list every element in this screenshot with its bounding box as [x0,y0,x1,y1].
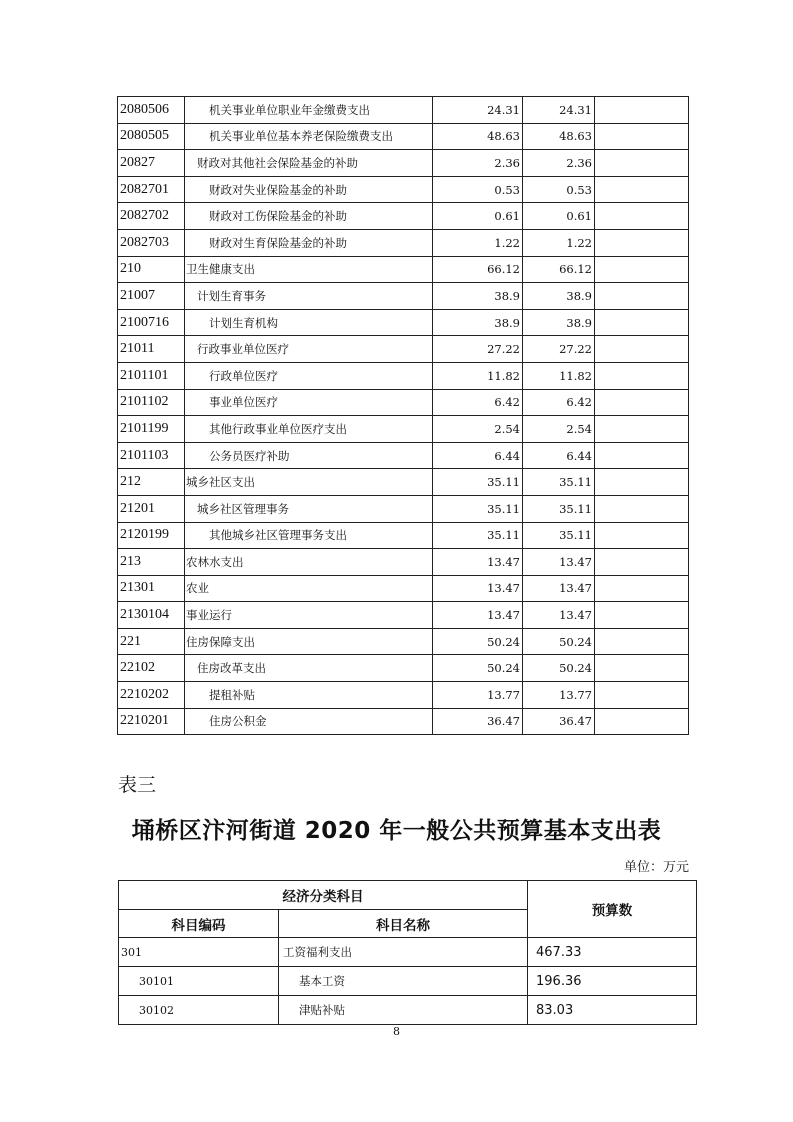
basic-amount-cell: 66.12 [523,256,595,283]
header-row-group [119,881,697,910]
amount-cell: 2.36 [433,150,523,177]
table-row [118,336,689,363]
page-title: 埇桥区汴河街道 2020 年一般公共预算基本支出表 [131,818,662,844]
project-amount-cell [595,229,689,256]
subject-name-cell: 工资福利支出 [279,938,528,967]
table-row [118,708,689,735]
project-amount-cell [595,416,689,443]
subject-name-cell: 财政对工伤保险基金的补助 [185,203,433,230]
project-amount-cell [595,442,689,469]
table-row [118,549,689,576]
subject-name-cell: 财政对生育保险基金的补助 [185,229,433,256]
project-amount-cell [595,362,689,389]
subject-code-cell: 2082702 [118,203,185,230]
subject-code-cell: 2080506 [118,97,185,124]
subject-name-cell: 住房改革支出 [185,655,433,682]
table-row [118,283,689,310]
subject-name-cell: 财政对失业保险基金的补助 [185,176,433,203]
subject-code-cell: 22102 [118,655,185,682]
table-row [118,123,689,150]
table-row [118,628,689,655]
table-row [118,362,689,389]
subject-code-cell: 2101101 [118,362,185,389]
basic-expenditure-table-body [119,938,697,1025]
table-row [118,97,689,124]
subject-name-cell: 行政事业单位医疗 [185,336,433,363]
subject-code-cell: 213 [118,549,185,576]
subject-name-cell: 住房保障支出 [185,628,433,655]
basic-amount-cell: 6.44 [523,442,595,469]
project-amount-cell [595,336,689,363]
header-economic-category: 经济分类科目 [119,881,528,910]
amount-cell: 6.44 [433,442,523,469]
project-amount-cell [595,655,689,682]
project-amount-cell [595,469,689,496]
subject-name-cell: 财政对其他社会保险基金的补助 [185,150,433,177]
subject-code-cell: 20827 [118,150,185,177]
subject-code-cell: 2210201 [118,708,185,735]
project-amount-cell [595,176,689,203]
budget-detail-table-body [118,97,689,735]
subject-code-cell: 21301 [118,575,185,602]
amount-cell: 13.47 [433,575,523,602]
budget-amount-cell: 83.03 [528,996,697,1025]
basic-amount-cell: 6.42 [523,389,595,416]
table-row [118,203,689,230]
subject-name-cell: 事业单位医疗 [185,389,433,416]
project-amount-cell [595,283,689,310]
subject-name-cell: 卫生健康支出 [185,256,433,283]
table-row [118,495,689,522]
subject-name-cell: 基本工资 [279,967,528,996]
project-amount-cell [595,602,689,629]
amount-cell: 24.31 [433,97,523,124]
basic-amount-cell: 50.24 [523,655,595,682]
project-amount-cell [595,309,689,336]
subject-code-cell: 21007 [118,283,185,310]
subject-code-cell: 2130104 [118,602,185,629]
basic-amount-cell: 36.47 [523,708,595,735]
project-amount-cell [595,256,689,283]
amount-cell: 13.77 [433,682,523,709]
project-amount-cell [595,682,689,709]
table-row [118,442,689,469]
section-label: 表三 [118,774,157,796]
table-row [118,416,689,443]
project-amount-cell [595,549,689,576]
table-row [118,176,689,203]
subject-name-cell: 农林水支出 [185,549,433,576]
subject-name-cell: 其他行政事业单位医疗支出 [185,416,433,443]
subject-name-cell: 机关事业单位职业年金缴费支出 [185,97,433,124]
amount-cell: 48.63 [433,123,523,150]
amount-cell: 0.61 [433,203,523,230]
amount-cell: 13.47 [433,602,523,629]
subject-name-cell: 住房公积金 [185,708,433,735]
table-row [118,150,689,177]
amount-cell: 35.11 [433,469,523,496]
amount-cell: 6.42 [433,389,523,416]
table-row [118,655,689,682]
basic-amount-cell: 0.61 [523,203,595,230]
subject-name-cell: 公务员医疗补助 [185,442,433,469]
subject-name-cell: 津贴补贴 [279,996,528,1025]
table-row [118,575,689,602]
subject-name-cell: 行政单位医疗 [185,362,433,389]
subject-code-cell: 2100716 [118,309,185,336]
project-amount-cell [595,123,689,150]
project-amount-cell [595,575,689,602]
subject-code-cell: 2101199 [118,416,185,443]
subject-code-cell: 301 [119,938,279,967]
subject-code-cell: 21201 [118,495,185,522]
basic-amount-cell: 38.9 [523,309,595,336]
table-row [118,309,689,336]
subject-name-cell: 城乡社区管理事务 [185,495,433,522]
amount-cell: 35.11 [433,522,523,549]
basic-amount-cell: 13.77 [523,682,595,709]
subject-name-cell: 计划生育机构 [185,309,433,336]
subject-code-cell: 30102 [119,996,279,1025]
basic-amount-cell: 1.22 [523,229,595,256]
subject-code-cell: 212 [118,469,185,496]
subject-name-cell: 事业运行 [185,602,433,629]
subject-name-cell: 其他城乡社区管理事务支出 [185,522,433,549]
table-row [118,602,689,629]
amount-cell: 0.53 [433,176,523,203]
basic-amount-cell: 38.9 [523,283,595,310]
basic-expenditure-table [118,880,697,1025]
subject-code-cell: 2080505 [118,123,185,150]
amount-cell: 35.11 [433,495,523,522]
basic-amount-cell: 35.11 [523,495,595,522]
project-amount-cell [595,389,689,416]
basic-amount-cell: 48.63 [523,123,595,150]
basic-amount-cell: 11.82 [523,362,595,389]
page-number: 8 [393,1025,400,1038]
header-subject-name: 科目名称 [279,910,528,938]
subject-code-cell: 210 [118,256,185,283]
subject-code-cell: 21011 [118,336,185,363]
amount-cell: 50.24 [433,655,523,682]
table-row [118,522,689,549]
amount-cell: 2.54 [433,416,523,443]
basic-amount-cell: 24.31 [523,97,595,124]
basic-amount-cell: 0.53 [523,176,595,203]
project-amount-cell [595,495,689,522]
subject-name-cell: 城乡社区支出 [185,469,433,496]
subject-code-cell: 2101103 [118,442,185,469]
project-amount-cell [595,150,689,177]
subject-code-cell: 2082703 [118,229,185,256]
amount-cell: 1.22 [433,229,523,256]
project-amount-cell [595,628,689,655]
subject-name-cell: 提租补贴 [185,682,433,709]
subject-name-cell: 机关事业单位基本养老保险缴费支出 [185,123,433,150]
amount-cell: 11.82 [433,362,523,389]
table-row [118,469,689,496]
table-row [118,682,689,709]
project-amount-cell [595,708,689,735]
amount-cell: 66.12 [433,256,523,283]
basic-amount-cell: 2.36 [523,150,595,177]
subject-code-cell: 2082701 [118,176,185,203]
project-amount-cell [595,97,689,124]
basic-amount-cell: 35.11 [523,469,595,496]
subject-code-cell: 2210202 [118,682,185,709]
table-row [119,996,697,1025]
budget-amount-cell: 467.33 [528,938,697,967]
amount-cell: 36.47 [433,708,523,735]
subject-code-cell: 30101 [119,967,279,996]
table-row [118,229,689,256]
amount-cell: 38.9 [433,309,523,336]
amount-cell: 27.22 [433,336,523,363]
budget-amount-cell: 196.36 [528,967,697,996]
basic-amount-cell: 50.24 [523,628,595,655]
subject-code-cell: 221 [118,628,185,655]
subject-code-cell: 2101102 [118,389,185,416]
subject-code-cell: 2120199 [118,522,185,549]
unit-label: 单位：万元 [623,860,689,875]
amount-cell: 13.47 [433,549,523,576]
amount-cell: 38.9 [433,283,523,310]
header-budget-amount: 预算数 [528,881,697,938]
basic-amount-cell: 2.54 [523,416,595,443]
header-subject-code: 科目编码 [119,910,279,938]
basic-amount-cell: 27.22 [523,336,595,363]
subject-name-cell: 计划生育事务 [185,283,433,310]
budget-detail-table [117,96,689,735]
amount-cell: 50.24 [433,628,523,655]
table-row [119,938,697,967]
table-row [118,256,689,283]
basic-amount-cell: 13.47 [523,549,595,576]
table-row [118,389,689,416]
basic-amount-cell: 13.47 [523,575,595,602]
basic-amount-cell: 35.11 [523,522,595,549]
project-amount-cell [595,203,689,230]
table-row [119,967,697,996]
subject-name-cell: 农业 [185,575,433,602]
basic-amount-cell: 13.47 [523,602,595,629]
project-amount-cell [595,522,689,549]
